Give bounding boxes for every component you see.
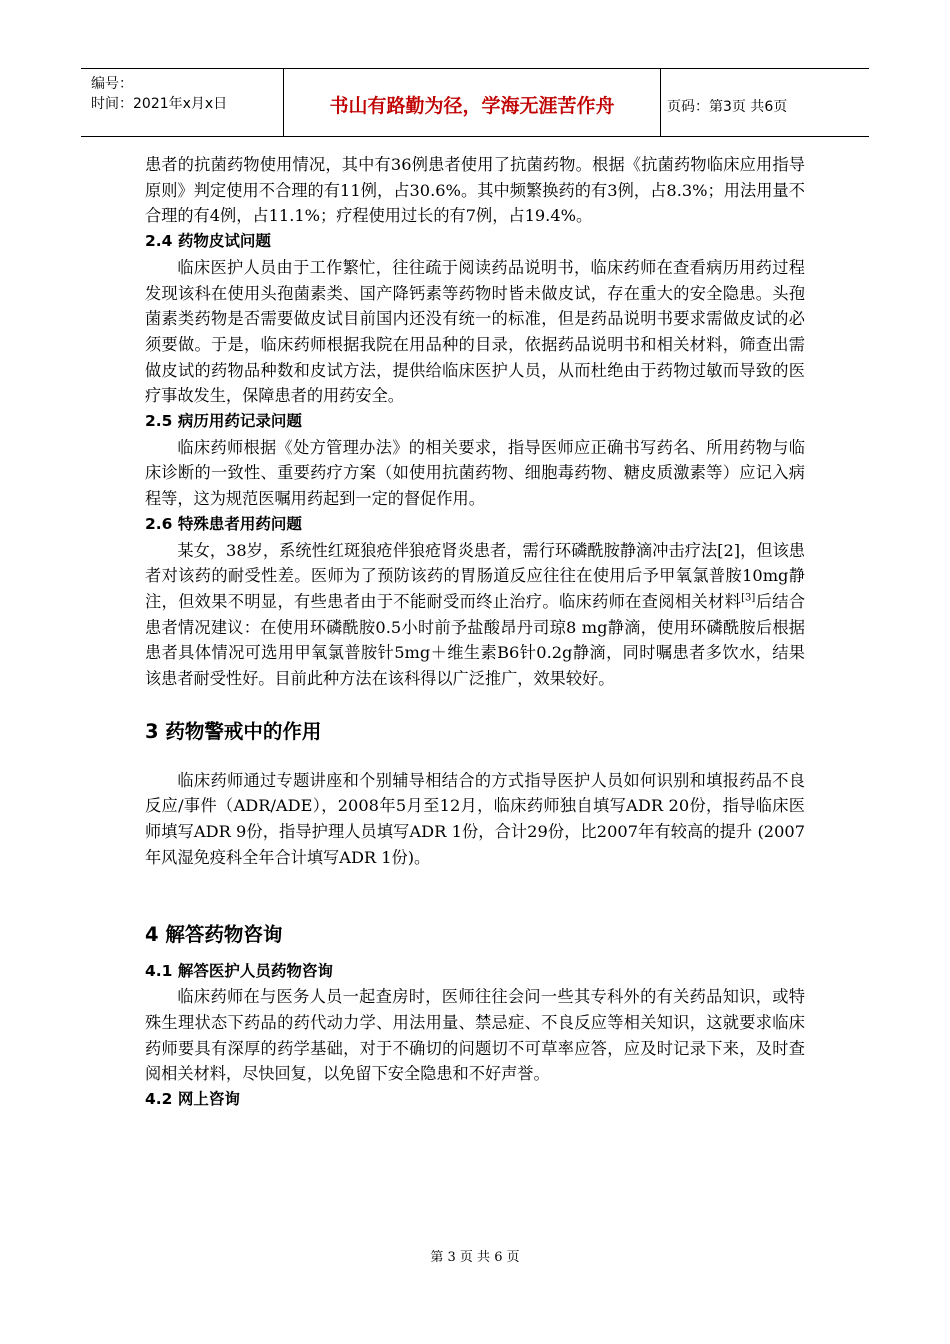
number-label: 编号： [91,76,133,92]
heading-2-4: 2.4 药物皮试问题 [145,232,271,251]
paragraph-2-6-part-a: 某女，38岁，系统性红斑狼疮伴狼疮肾炎患者，需行环磷酰胺静滴冲击疗法[2]，但该患者对该药的耐受性差。医师为了预防该药的胃肠道反应往往在使用后予甲氧氯普胺10mg静注，但效果不明显，有些患者由于不能耐受而终止治疗。临床药师在查阅相关材料 [145,540,805,611]
header-motto-cell [284,69,661,136]
date-label: 时间：2021年x月x日 [91,96,228,112]
page-code: 页码：第3页 共6页 [667,99,788,115]
heading-4: 4 解答药物咨询 [145,922,283,946]
heading-4-2: 4.2 网上咨询 [145,1090,240,1109]
paragraph-2-6 [145,538,805,692]
paragraph-intro: 患者的抗菌药物使用情况，其中有36例患者使用了抗菌药物。根据《抗菌药物临床应用指导原则》判定使用不合理的有11例，占30.6%。其中频繁换药的有3例，占8.3%；用法用量不合理的有4例，占11.1%；疗程使用过长的有7例，占19.4%。 [145,155,805,226]
header-info-cell [81,69,284,136]
paragraph-2-5: 临床药师根据《处方管理办法》的相关要求，指导医师应正确书写药名、所用药物与临床诊断的一致性、重要药疗方案（如使用抗菌药物、细胞毒药物、糖皮质激素等）应记入病程等，这为规范医嘱用药起到一定的督促作用。 [145,437,805,509]
heading-4-1: 4.1 解答医护人员药物咨询 [145,961,333,980]
heading-2-6: 2.6 特殊患者用药问题 [145,514,302,533]
heading-3: 3 药物警戒中的作用 [145,719,322,743]
paragraph-2-6-part-b: 后结合患者情况建议：在使用环磷酰胺0.5小时前予盐酸昂丹司琼8 mg静滴，使用环磷酰胺后根据患者具体情况可选用甲氧氯普胺针5mg＋维生素B6针0.2g静滴，同时嘱患者多饮水，结果该患者耐受性好。目前此种方法在该科得以广泛推广，效果较好。 [145,591,806,689]
page-header [81,68,869,137]
paragraph-3: 临床药师通过专题讲座和个别辅导相结合的方式指导医护人员如何识别和填报药品不良反应/事件（ADR/ADE），2008年5月至12月，临床药师独自填写ADR 20份，指导临床医师填写ADR 9份，指导护理人员填写ADR 1份，合计29份，比2007年有较高的提升 (2007年风湿免疫科全年合计填写ADR 1份)。 [145,770,805,867]
document-body [145,152,805,1113]
heading-2-5: 2.5 病历用药记录问题 [145,412,302,431]
citation-ref: [3] [741,592,756,604]
paragraph-4-1: 临床药师在与医务人员一起查房时，医师往往会问一些其专科外的有关药品知识，或特殊生理状态下药品的药代动力学、用法用量、禁忌症、不良反应等相关知识，这就要求临床药师要具有深厚的药学基础，对于不确切的问题切不可草率应答，应及时记录下来，及时查阅相关材料，尽快回复，以免留下安全隐患和不好声誉。 [145,987,805,1084]
header-page-cell [661,69,869,136]
motto: 书山有路勤为径，学海无涯苦作舟 [329,95,615,117]
page-footer: 第 3 页 共 6 页 [430,1250,520,1265]
paragraph-2-4: 临床医护人员由于工作繁忙，往往疏于阅读药品说明书，临床药师在查看病历用药过程发现该科在使用头孢菌素类、国产降钙素等药物时皆未做皮试，存在重大的安全隐患。头孢菌素类药物是否需要做皮试目前国内还没有统一的标准，但是药品说明书要求需做皮试的必须要做。于是，临床药师根据我院在用品种的目录，依据药品说明书和相关材料，筛查出需做皮试的药物品种数和皮试方法，提供给临床医护人员，从而杜绝由于药物过敏而导致的医疗事故发生，保障患者的用药安全。 [145,257,805,406]
